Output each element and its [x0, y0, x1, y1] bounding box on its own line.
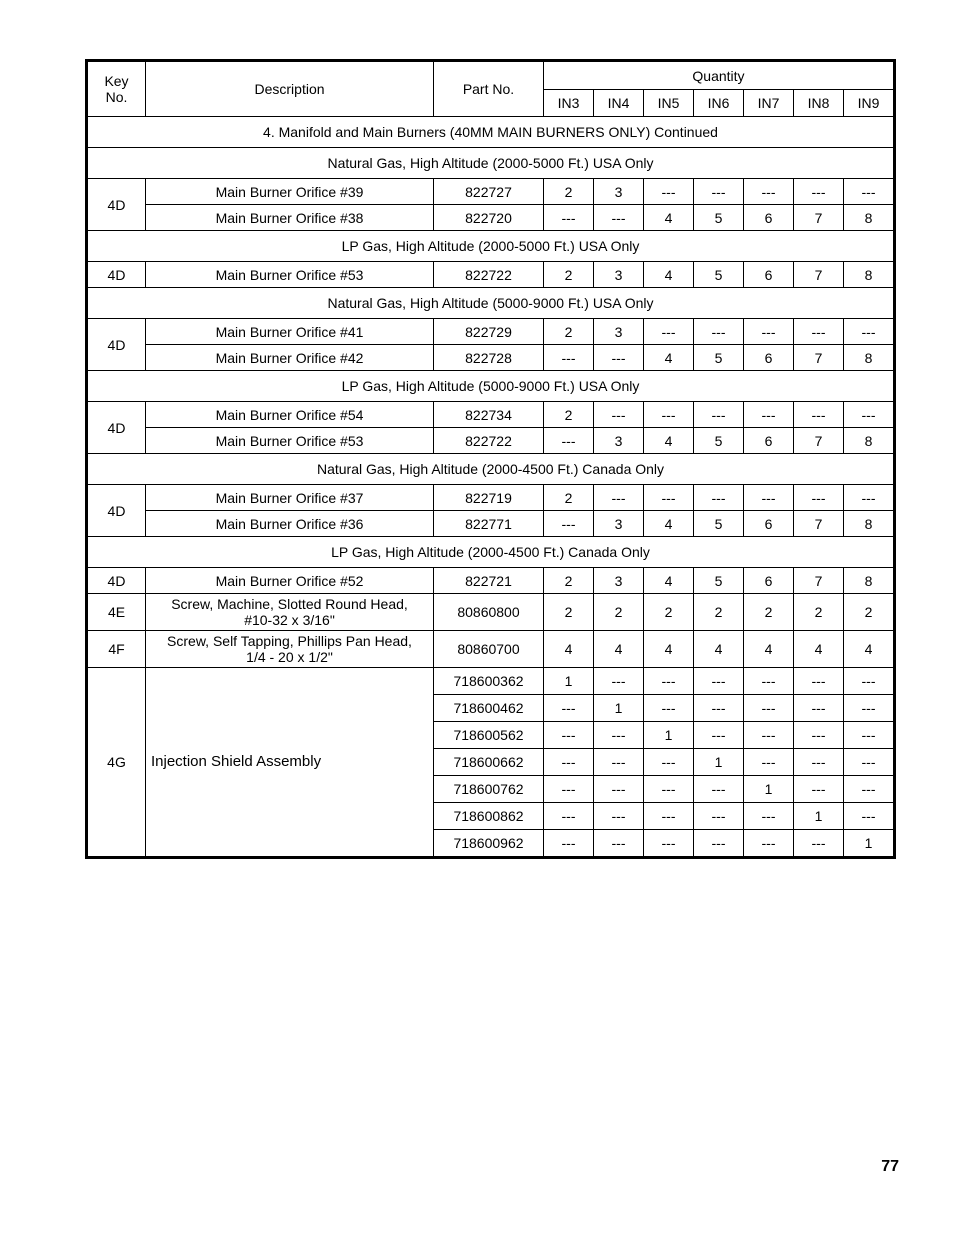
quantity-cell-in5: ---	[644, 319, 694, 345]
description-cell: Main Burner Orifice #42	[146, 345, 434, 371]
description-cell: Main Burner Orifice #36	[146, 511, 434, 537]
section-title: LP Gas, High Altitude (2000-4500 Ft.) Canada Only	[87, 537, 895, 568]
quantity-cell-in9: 8	[844, 262, 895, 288]
quantity-cell-in6: ---	[694, 402, 744, 428]
quantity-cell-in4: ---	[594, 668, 644, 695]
quantity-cell-in4: 2	[594, 594, 644, 631]
quantity-cell-in6: ---	[694, 668, 744, 695]
part-no-cell: 822727	[434, 179, 544, 205]
part-no-cell: 822721	[434, 568, 544, 594]
quantity-cell-in3: 2	[544, 179, 594, 205]
header-model-in7: IN7	[744, 90, 794, 117]
quantity-cell-in4: 3	[594, 511, 644, 537]
part-no-cell: 80860800	[434, 594, 544, 631]
part-no-cell: 822722	[434, 428, 544, 454]
quantity-cell-in3: 2	[544, 594, 594, 631]
quantity-cell-in4: ---	[594, 402, 644, 428]
description-cell: Main Burner Orifice #41	[146, 319, 434, 345]
part-no-cell: 822720	[434, 205, 544, 231]
quantity-cell-in5: 4	[644, 511, 694, 537]
quantity-cell-in7: ---	[744, 485, 794, 511]
quantity-cell-in7: ---	[744, 668, 794, 695]
quantity-cell-in3: ---	[544, 345, 594, 371]
quantity-cell-in7: 6	[744, 262, 794, 288]
quantity-cell-in6: 5	[694, 428, 744, 454]
description-cell: Injection Shield Assembly	[146, 668, 434, 858]
quantity-cell-in7: 1	[744, 776, 794, 803]
quantity-cell-in9: ---	[844, 485, 895, 511]
quantity-cell-in7: ---	[744, 319, 794, 345]
quantity-cell-in9: 8	[844, 568, 895, 594]
key-no-cell: 4D	[87, 402, 146, 454]
quantity-cell-in8: ---	[794, 749, 844, 776]
description-cell: Main Burner Orifice #54	[146, 402, 434, 428]
quantity-cell-in5: ---	[644, 776, 694, 803]
page-number: 77	[881, 1158, 899, 1175]
part-no-cell: 718600662	[434, 749, 544, 776]
table-row	[87, 179, 895, 205]
quantity-cell-in8: ---	[794, 722, 844, 749]
quantity-cell-in6: ---	[694, 803, 744, 830]
quantity-cell-in3: ---	[544, 803, 594, 830]
quantity-cell-in7: ---	[744, 803, 794, 830]
quantity-cell-in8: 7	[794, 205, 844, 231]
quantity-cell-in6: 2	[694, 594, 744, 631]
quantity-cell-in9: ---	[844, 803, 895, 830]
section-title: Natural Gas, High Altitude (2000-5000 Ft.) USA Only	[87, 148, 895, 179]
quantity-cell-in9: 8	[844, 205, 895, 231]
header-row	[87, 61, 895, 90]
quantity-cell-in3: 2	[544, 319, 594, 345]
quantity-cell-in8: 7	[794, 511, 844, 537]
description-cell: Main Burner Orifice #39	[146, 179, 434, 205]
key-no-cell: 4D	[87, 568, 146, 594]
quantity-cell-in4: ---	[594, 205, 644, 231]
quantity-cell-in3: ---	[544, 428, 594, 454]
quantity-cell-in5: ---	[644, 830, 694, 858]
quantity-cell-in4: ---	[594, 722, 644, 749]
part-no-cell: 718600462	[434, 695, 544, 722]
quantity-cell-in8: ---	[794, 776, 844, 803]
table-row	[87, 568, 895, 594]
part-no-cell: 822729	[434, 319, 544, 345]
quantity-cell-in8: 7	[794, 345, 844, 371]
quantity-cell-in6: 1	[694, 749, 744, 776]
part-no-cell: 822728	[434, 345, 544, 371]
key-no-cell: 4D	[87, 179, 146, 231]
quantity-cell-in4: 4	[594, 631, 644, 668]
part-no-cell: 80860700	[434, 631, 544, 668]
quantity-cell-in5: 4	[644, 631, 694, 668]
quantity-cell-in9: 1	[844, 830, 895, 858]
quantity-cell-in6: ---	[694, 722, 744, 749]
quantity-cell-in5: 4	[644, 428, 694, 454]
quantity-cell-in6: 5	[694, 345, 744, 371]
description-cell: Screw, Self Tapping, Phillips Pan Head, 1/4 - 20 x 1/2"	[146, 631, 434, 668]
part-no-cell: 718600762	[434, 776, 544, 803]
section-header-row	[87, 371, 895, 402]
quantity-cell-in6: 5	[694, 205, 744, 231]
quantity-cell-in6: ---	[694, 179, 744, 205]
quantity-cell-in4: 3	[594, 428, 644, 454]
quantity-cell-in5: 4	[644, 345, 694, 371]
table-body	[87, 117, 895, 858]
quantity-cell-in4: ---	[594, 803, 644, 830]
parts-table	[85, 59, 896, 859]
section-header-row	[87, 117, 895, 148]
section-title: LP Gas, High Altitude (2000-5000 Ft.) USA Only	[87, 231, 895, 262]
table-row	[87, 205, 895, 231]
quantity-cell-in3: 4	[544, 631, 594, 668]
quantity-cell-in9: ---	[844, 179, 895, 205]
quantity-cell-in8: ---	[794, 668, 844, 695]
quantity-cell-in3: ---	[544, 511, 594, 537]
header-model-in4: IN4	[594, 90, 644, 117]
description-cell: Main Burner Orifice #37	[146, 485, 434, 511]
quantity-cell-in7: ---	[744, 179, 794, 205]
quantity-cell-in7: ---	[744, 722, 794, 749]
quantity-cell-in8: ---	[794, 179, 844, 205]
header-key-no: Key No.	[87, 61, 146, 117]
quantity-cell-in3: ---	[544, 830, 594, 858]
table-row	[87, 511, 895, 537]
description-cell: Screw, Machine, Slotted Round Head, #10-32 x 3/16"	[146, 594, 434, 631]
table-row	[87, 631, 895, 668]
key-no-cell: 4G	[87, 668, 146, 858]
quantity-cell-in6: ---	[694, 830, 744, 858]
header-model-in8: IN8	[794, 90, 844, 117]
quantity-cell-in4: 3	[594, 179, 644, 205]
quantity-cell-in7: ---	[744, 749, 794, 776]
quantity-cell-in3: 1	[544, 668, 594, 695]
table-row	[87, 402, 895, 428]
quantity-cell-in4: ---	[594, 749, 644, 776]
quantity-cell-in9: ---	[844, 319, 895, 345]
quantity-cell-in9: ---	[844, 668, 895, 695]
quantity-cell-in3: ---	[544, 205, 594, 231]
section-title: Natural Gas, High Altitude (5000-9000 Ft.) USA Only	[87, 288, 895, 319]
quantity-cell-in8: 7	[794, 262, 844, 288]
quantity-cell-in6: 5	[694, 262, 744, 288]
quantity-cell-in8: 4	[794, 631, 844, 668]
part-no-cell: 822719	[434, 485, 544, 511]
quantity-cell-in5: ---	[644, 485, 694, 511]
quantity-cell-in6: 5	[694, 511, 744, 537]
quantity-cell-in4: ---	[594, 776, 644, 803]
quantity-cell-in3: ---	[544, 749, 594, 776]
quantity-cell-in9: ---	[844, 695, 895, 722]
quantity-cell-in7: 6	[744, 205, 794, 231]
quantity-cell-in6: 5	[694, 568, 744, 594]
header-quantity: Quantity	[544, 61, 895, 90]
quantity-cell-in5: 4	[644, 262, 694, 288]
quantity-cell-in6: 4	[694, 631, 744, 668]
quantity-cell-in3: 2	[544, 485, 594, 511]
quantity-cell-in3: ---	[544, 722, 594, 749]
part-no-cell: 718600562	[434, 722, 544, 749]
quantity-cell-in6: ---	[694, 776, 744, 803]
quantity-cell-in9: ---	[844, 776, 895, 803]
quantity-cell-in8: 7	[794, 428, 844, 454]
quantity-cell-in5: 1	[644, 722, 694, 749]
quantity-cell-in4: 3	[594, 319, 644, 345]
quantity-cell-in7: 6	[744, 511, 794, 537]
section-header-row	[87, 288, 895, 319]
quantity-cell-in9: ---	[844, 402, 895, 428]
table-row	[87, 262, 895, 288]
quantity-cell-in8: ---	[794, 485, 844, 511]
key-no-cell: 4E	[87, 594, 146, 631]
quantity-cell-in8: ---	[794, 402, 844, 428]
quantity-cell-in9: 8	[844, 511, 895, 537]
section-title: 4. Manifold and Main Burners (40MM MAIN BURNERS ONLY) Continued	[87, 117, 895, 148]
quantity-cell-in8: 2	[794, 594, 844, 631]
quantity-cell-in3: 2	[544, 402, 594, 428]
quantity-cell-in6: ---	[694, 695, 744, 722]
quantity-cell-in5: 4	[644, 568, 694, 594]
header-model-in3: IN3	[544, 90, 594, 117]
quantity-cell-in9: ---	[844, 722, 895, 749]
description-cell: Main Burner Orifice #53	[146, 262, 434, 288]
table-row	[87, 485, 895, 511]
key-no-cell: 4D	[87, 319, 146, 371]
key-no-cell: 4F	[87, 631, 146, 668]
description-cell: Main Burner Orifice #38	[146, 205, 434, 231]
description-cell: Main Burner Orifice #53	[146, 428, 434, 454]
quantity-cell-in4: ---	[594, 485, 644, 511]
quantity-cell-in5: ---	[644, 179, 694, 205]
quantity-cell-in4: 3	[594, 262, 644, 288]
quantity-cell-in7: ---	[744, 402, 794, 428]
quantity-cell-in5: ---	[644, 402, 694, 428]
quantity-cell-in7: 4	[744, 631, 794, 668]
quantity-cell-in7: 6	[744, 428, 794, 454]
description-cell: Main Burner Orifice #52	[146, 568, 434, 594]
quantity-cell-in9: ---	[844, 749, 895, 776]
key-no-cell: 4D	[87, 485, 146, 537]
header-model-in5: IN5	[644, 90, 694, 117]
quantity-cell-in8: 7	[794, 568, 844, 594]
quantity-cell-in4: 1	[594, 695, 644, 722]
part-no-cell: 718600962	[434, 830, 544, 858]
quantity-cell-in9: 8	[844, 428, 895, 454]
part-no-cell: 822771	[434, 511, 544, 537]
quantity-cell-in8: ---	[794, 319, 844, 345]
section-title: LP Gas, High Altitude (5000-9000 Ft.) USA Only	[87, 371, 895, 402]
quantity-cell-in4: ---	[594, 830, 644, 858]
key-no-cell: 4D	[87, 262, 146, 288]
quantity-cell-in7: ---	[744, 695, 794, 722]
quantity-cell-in7: ---	[744, 830, 794, 858]
header-part-no: Part No.	[434, 61, 544, 117]
quantity-cell-in8: 1	[794, 803, 844, 830]
section-title: Natural Gas, High Altitude (2000-4500 Ft.) Canada Only	[87, 454, 895, 485]
quantity-cell-in8: ---	[794, 695, 844, 722]
quantity-cell-in7: 2	[744, 594, 794, 631]
quantity-cell-in5: ---	[644, 803, 694, 830]
quantity-cell-in3: ---	[544, 695, 594, 722]
quantity-cell-in3: 2	[544, 568, 594, 594]
quantity-cell-in5: ---	[644, 749, 694, 776]
quantity-cell-in4: 3	[594, 568, 644, 594]
quantity-cell-in9: 2	[844, 594, 895, 631]
quantity-cell-in8: ---	[794, 830, 844, 858]
quantity-cell-in5: 4	[644, 205, 694, 231]
table-row	[87, 345, 895, 371]
quantity-cell-in9: 4	[844, 631, 895, 668]
quantity-cell-in5: 2	[644, 594, 694, 631]
part-no-cell: 822722	[434, 262, 544, 288]
part-no-cell: 822734	[434, 402, 544, 428]
quantity-cell-in7: 6	[744, 345, 794, 371]
quantity-cell-in5: ---	[644, 668, 694, 695]
section-header-row	[87, 148, 895, 179]
quantity-cell-in6: ---	[694, 319, 744, 345]
table-row	[87, 428, 895, 454]
header-model-in6: IN6	[694, 90, 744, 117]
section-header-row	[87, 231, 895, 262]
section-header-row	[87, 454, 895, 485]
quantity-cell-in3: 2	[544, 262, 594, 288]
quantity-cell-in4: ---	[594, 345, 644, 371]
quantity-cell-in9: 8	[844, 345, 895, 371]
quantity-cell-in7: 6	[744, 568, 794, 594]
header-description: Description	[146, 61, 434, 117]
section-header-row	[87, 537, 895, 568]
part-no-cell: 718600862	[434, 803, 544, 830]
table-row	[87, 668, 895, 695]
table-row	[87, 594, 895, 631]
part-no-cell: 718600362	[434, 668, 544, 695]
table-row	[87, 319, 895, 345]
header-model-in9: IN9	[844, 90, 895, 117]
quantity-cell-in6: ---	[694, 485, 744, 511]
quantity-cell-in5: ---	[644, 695, 694, 722]
quantity-cell-in3: ---	[544, 776, 594, 803]
